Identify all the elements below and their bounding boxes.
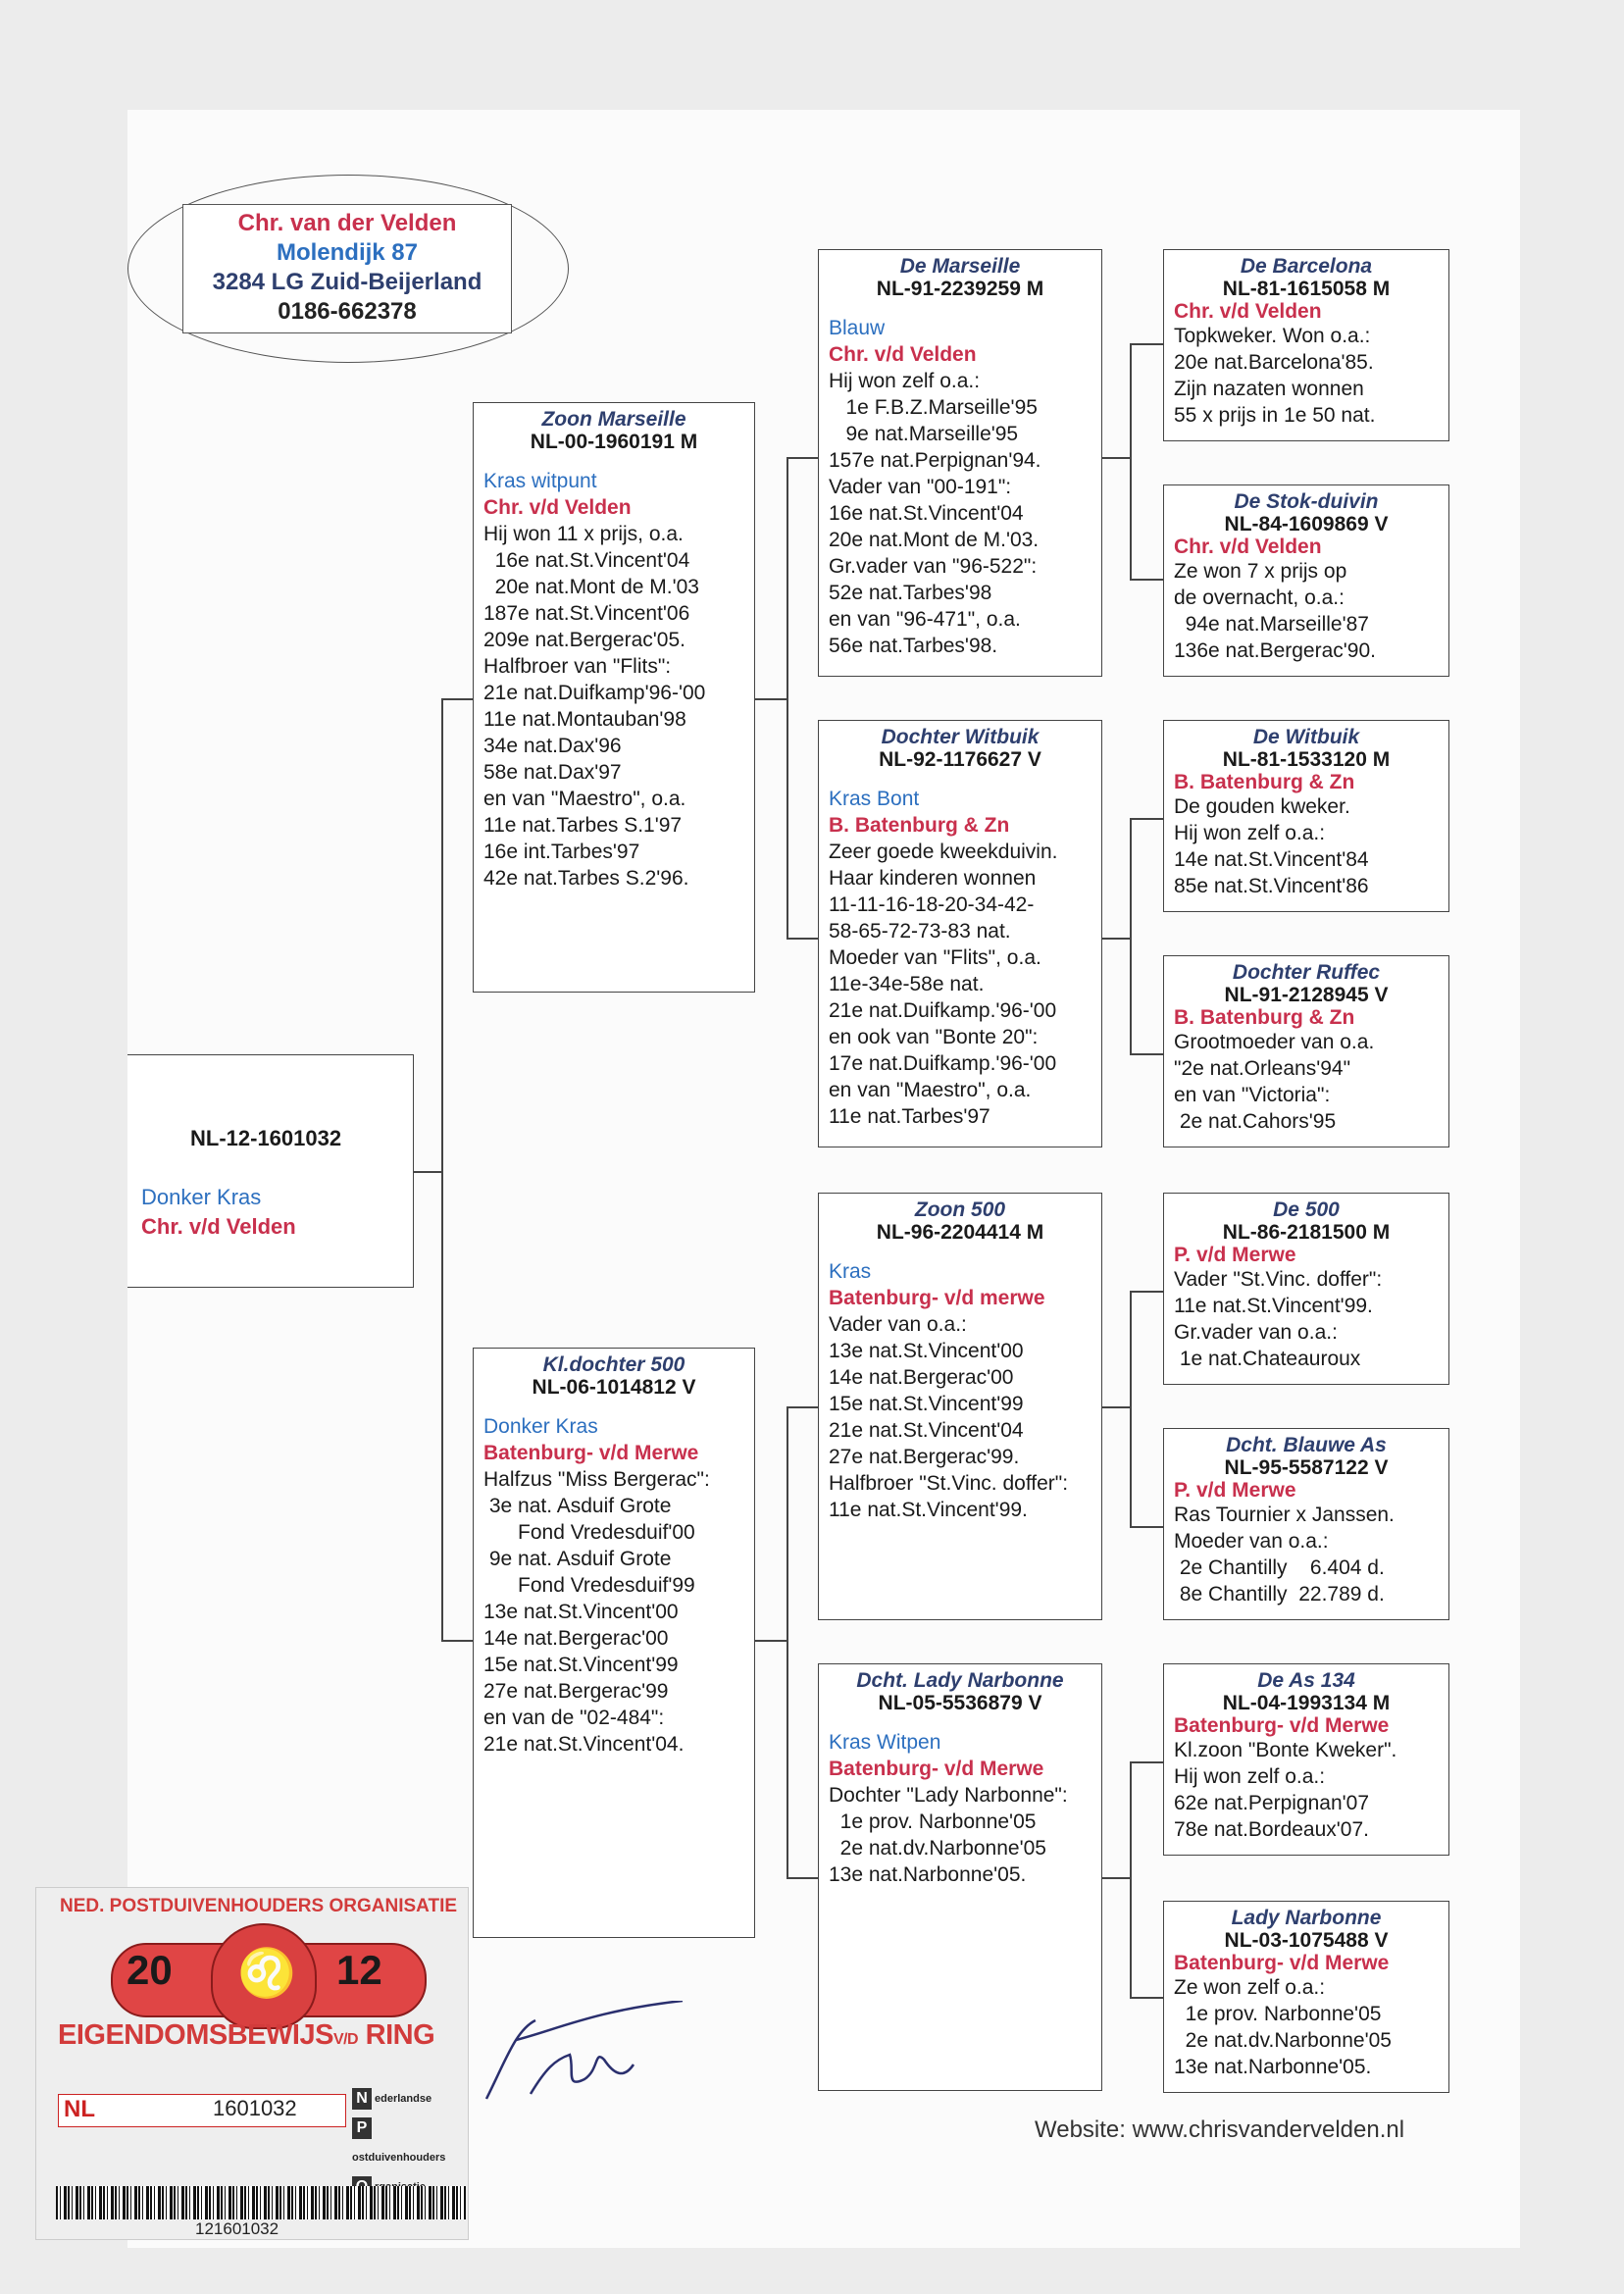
- owner-street: Molendijk 87: [276, 239, 419, 266]
- sire-box: [473, 402, 755, 993]
- grandparent-breeder: B. Batenburg & Zn: [829, 814, 1010, 837]
- card-year-left: 20: [127, 1947, 173, 1993]
- grandparent-breeder: Batenburg- v/d merwe: [829, 1287, 1045, 1309]
- great-grandparent-breeder: B. Batenburg & Zn: [1174, 771, 1355, 793]
- great-grandparent-notes: Ze won 7 x prijs op de overnacht, o.a.: 94e nat.Marseille'87 136e nat.Bergerac'90.: [1174, 560, 1376, 662]
- great-grandparent-name: Dcht. Blauwe As: [1226, 1434, 1387, 1456]
- great-grandparent-name: De Witbuik: [1252, 726, 1360, 748]
- great-grandparent-breeder: Chr. v/d Velden: [1174, 535, 1322, 558]
- lion-icon: ♌: [237, 1948, 296, 2000]
- dam-color: Donker Kras: [483, 1415, 598, 1438]
- grandparent-notes: Vader van o.a.: 13e nat.St.Vincent'00 14e nat.Bergerac'00 15e nat.St.Vincent'99 21e nat.St.Vincent'04 27e nat.Bergerac'99. Halfbroer "St.Vinc. doffer": 11e nat.St.Vincent'99.: [829, 1313, 1069, 1521]
- grandparent-ring: NL-92-1176627 V: [879, 748, 1041, 771]
- grandparent-breeder: Batenburg- v/d Merwe: [829, 1758, 1044, 1780]
- grandparent-ring: NL-91-2239259 M: [876, 278, 1044, 300]
- grandparent-notes: Zeer goede kweekduivin. Haar kinderen wonnen 11-11-16-18-20-34-42- 58-65-72-73-83 nat. Moeder van "Flits", o.a. 11e-34e-58e nat. 21e nat.Duifkamp.'96-'00 en ook van "Bonte 20": 17e nat.Duifkamp.'96-'00 en van "Maestro", o.a. 11e nat.Tarbes'97: [829, 841, 1058, 1128]
- great-grandparent-notes: Grootmoeder van o.a. "2e nat.Orleans'94" en van "Victoria": 2e nat.Cahors'95: [1174, 1031, 1375, 1133]
- card-number-field: [58, 2094, 346, 2127]
- grandparent-color: Kras Bont: [829, 788, 920, 810]
- subject-breeder: Chr. v/d Velden: [141, 1214, 296, 1239]
- great-grandparent-ring: NL-81-1533120 M: [1222, 748, 1391, 771]
- subject-ring: NL-12-1601032: [190, 1126, 342, 1150]
- grandparent-box: [818, 1193, 1102, 1620]
- great-grandparent-box: [1163, 249, 1449, 441]
- great-grandparent-notes: De gouden kweker. Hij won zelf o.a.: 14e nat.St.Vincent'84 85e nat.St.Vincent'86: [1174, 795, 1369, 897]
- dam-breeder: Batenburg- v/d Merwe: [483, 1442, 699, 1464]
- great-grandparent-breeder: Batenburg- v/d Merwe: [1174, 1952, 1390, 1974]
- sire-color: Kras witpunt: [483, 470, 597, 492]
- dam-name: Kl.dochter 500: [542, 1353, 685, 1376]
- great-grandparent-ring: NL-86-2181500 M: [1222, 1221, 1391, 1244]
- great-grandparent-name: De Barcelona: [1240, 255, 1373, 278]
- card-year-right: 12: [336, 1947, 382, 1993]
- signature-icon: [477, 2001, 692, 2109]
- card-country: NL: [64, 2096, 95, 2122]
- great-grandparent-notes: Ze won zelf o.a.: 1e prov. Narbonne'05 2e nat.dv.Narbonne'05 13e nat.Narbonne'05.: [1174, 1976, 1392, 2078]
- grandparent-name: Zoon 500: [914, 1198, 1006, 1221]
- website-text: Website: www.chrisvandervelden.nl: [1035, 2116, 1405, 2143]
- great-grandparent-breeder: Batenburg- v/d Merwe: [1174, 1714, 1390, 1737]
- great-grandparent-name: Lady Narbonne: [1231, 1907, 1382, 1929]
- sire-breeder: Chr. v/d Velden: [483, 496, 632, 519]
- great-grandparent-name: De Stok-duivin: [1234, 490, 1379, 513]
- grandparent-notes: Hij won zelf o.a.: 1e F.B.Z.Marseille'95 9e nat.Marseille'95 157e nat.Perpignan'94. Vader van "00-191": 16e nat.St.Vincent'04 20e nat.Mont de M.'03. Gr.vader van "96-522": 52e nat.Tarbes'98 en van "96-471", o.a. 56e nat.Tarbes'98.: [829, 370, 1041, 657]
- great-grandparent-breeder: P. v/d Merwe: [1174, 1479, 1296, 1502]
- grandparent-name: De Marseille: [899, 255, 1021, 278]
- great-grandparent-name: Dochter Ruffec: [1232, 961, 1381, 984]
- great-grandparent-notes: Ras Tournier x Janssen. Moeder van o.a.: 2e Chantilly 6.404 d. 8e Chantilly 22.789 d.: [1174, 1504, 1395, 1606]
- great-grandparent-breeder: B. Batenburg & Zn: [1174, 1006, 1355, 1029]
- grandparent-color: Kras Witpen: [829, 1731, 941, 1754]
- grandparent-name: Dcht. Lady Narbonne: [856, 1669, 1064, 1692]
- great-grandparent-ring: NL-81-1615058 M: [1222, 278, 1391, 300]
- grandparent-box: [818, 720, 1102, 1147]
- great-grandparent-name: De As 134: [1257, 1669, 1355, 1692]
- great-grandparent-ring: NL-95-5587122 V: [1224, 1456, 1389, 1479]
- sire-ring: NL-00-1960191 M: [530, 431, 698, 453]
- grandparent-box: [818, 249, 1102, 677]
- owner-address-box: [182, 204, 512, 333]
- great-grandparent-box: [1163, 955, 1449, 1147]
- subject-color: Donker Kras: [141, 1185, 262, 1209]
- subject-pigeon-box: [127, 1054, 414, 1288]
- grandparent-box: [818, 1663, 1102, 2091]
- ring-ownership-card: [35, 1887, 469, 2240]
- great-grandparent-box: [1163, 720, 1449, 912]
- great-grandparent-breeder: P. v/d Merwe: [1174, 1244, 1296, 1266]
- grandparent-breeder: Chr. v/d Velden: [829, 343, 977, 366]
- owner-phone: 0186-662378: [278, 298, 417, 325]
- great-grandparent-ring: NL-91-2128945 V: [1224, 984, 1389, 1006]
- sire-notes: Hij won 11 x prijs, o.a. 16e nat.St.Vincent'04 20e nat.Mont de M.'03 187e nat.St.Vincent'06 209e nat.Bergerac'05. Halfbroer van "Flits": 21e nat.Duifkamp'96-'00 11e nat.Montauban'98 34e nat.Dax'96 58e nat.Dax'97 en van "Maestro", o.a. 11e nat.Tarbes S.1'97 16e int.Tarbes'97 42e nat.Tarbes S.2'96.: [483, 523, 706, 890]
- great-grandparent-ring: NL-03-1075488 V: [1224, 1929, 1389, 1952]
- grandparent-ring: NL-96-2204414 M: [876, 1221, 1044, 1244]
- barcode-icon: [56, 2186, 466, 2219]
- great-grandparent-notes: Kl.zoon "Bonte Kweker". Hij won zelf o.a.: 62e nat.Perpignan'07 78e nat.Bordeaux'07.: [1174, 1739, 1397, 1841]
- great-grandparent-breeder: Chr. v/d Velden: [1174, 300, 1322, 323]
- great-grandparent-ring: NL-04-1993134 M: [1222, 1692, 1391, 1714]
- great-grandparent-box: [1163, 1901, 1449, 2093]
- dam-ring: NL-06-1014812 V: [532, 1376, 696, 1399]
- owner-name: Chr. van der Velden: [237, 210, 457, 236]
- grandparent-color: Kras: [829, 1260, 872, 1283]
- dam-box: [473, 1348, 755, 1938]
- grandparent-name: Dochter Witbuik: [881, 726, 1040, 748]
- dam-notes: Halfzus "Miss Bergerac": 3e nat. Asduif Grote Fond Vredesduif'00 9e nat. Asduif Grote Fond Vredesduif'99 13e nat.St.Vincent'00 14e nat.Bergerac'00 15e nat.St.Vincent'99 27e nat.Bergerac'99 en van de "02-484": 21e nat.St.Vincent'04.: [483, 1468, 710, 1756]
- great-grandparent-box: [1163, 1428, 1449, 1620]
- card-organization: NED. POSTDUIVENHOUDERS ORGANISATIE: [60, 1896, 458, 1916]
- grandparent-color: Blauw: [829, 317, 886, 339]
- grandparent-ring: NL-05-5536879 V: [878, 1692, 1042, 1714]
- card-title: EIGENDOMSBEWIJSV/D RING: [58, 2019, 435, 2051]
- owner-city: 3284 LG Zuid-Beijerland: [212, 269, 482, 295]
- grandparent-notes: Dochter "Lady Narbonne": 1e prov. Narbonne'05 2e nat.dv.Narbonne'05 13e nat.Narbonne'05.: [829, 1784, 1068, 1886]
- card-ring-number: 1601032: [213, 2096, 297, 2120]
- npo-logo: N ederlandse Postduivenhouders: [352, 2084, 468, 2202]
- sire-name: Zoon Marseille: [541, 408, 686, 431]
- great-grandparent-box: [1163, 1193, 1449, 1385]
- card-barcode-number: 121601032: [195, 2219, 279, 2238]
- great-grandparent-box: [1163, 1663, 1449, 1856]
- great-grandparent-box: [1163, 484, 1449, 677]
- great-grandparent-notes: Vader "St.Vinc. doffer": 11e nat.St.Vincent'99. Gr.vader van o.a.: 1e nat.Chateauroux: [1174, 1268, 1383, 1370]
- great-grandparent-notes: Topkweker. Won o.a.: 20e nat.Barcelona'85. Zijn nazaten wonnen 55 x prijs in 1e 50 nat.: [1174, 325, 1376, 427]
- great-grandparent-ring: NL-84-1609869 V: [1224, 513, 1389, 535]
- great-grandparent-name: De 500: [1273, 1198, 1340, 1221]
